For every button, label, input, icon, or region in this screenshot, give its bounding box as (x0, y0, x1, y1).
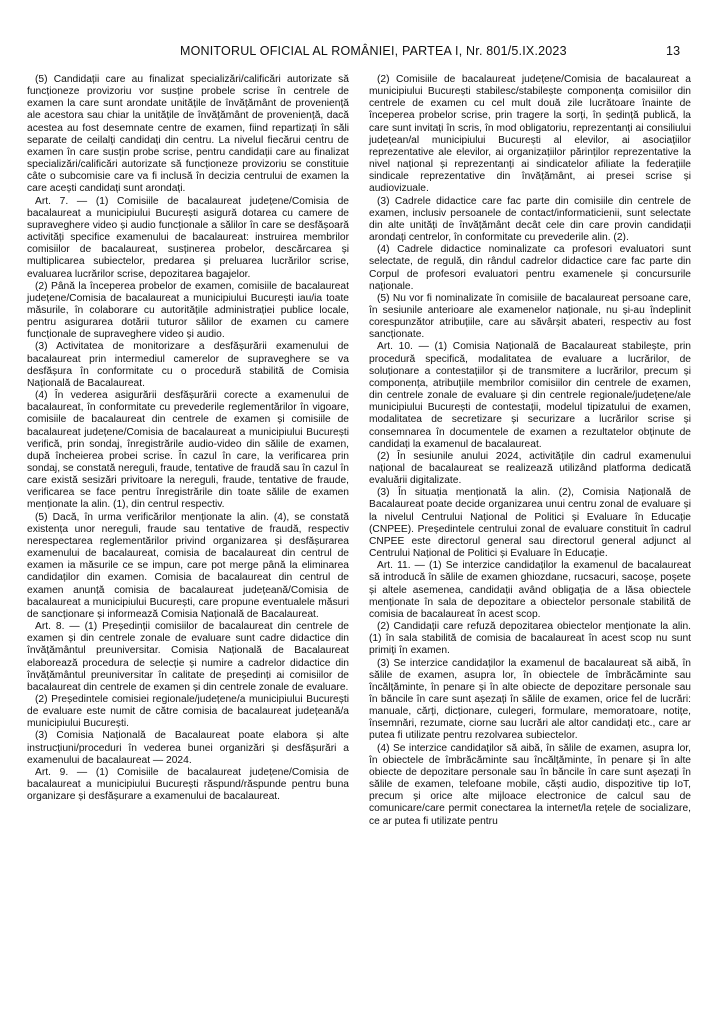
publication-title: MONITORUL OFICIAL AL ROMÂNIEI, PARTEA I, Nr. 801/5.IX.2023 (180, 44, 567, 58)
paragraph: (5) Candidații care au finalizat specializări/calificări autorizate să funcționeze provizoriu vor susține probele scrise în centrele de examen la care sunt arondate unitățile de învățământ de proveniență ale acestora sau chiar la unitățile de învățământ de proveniență, dacă acestea au fost desemnate centre de examen, fiind repartizați în săli separate de ceilalți candidați din centru. La nivelul fiecărui centru de examen în care susțin probe scrise, pentru candidații care au finalizat specializări/calificări autorizate să funcționeze provizoriu se constituie câte o subcomisie care va fi inclusă în decizia centrului de examen la care acești candidați sunt arondați. (27, 74, 349, 195)
paragraph: (5) Nu vor fi nominalizate în comisiile de bacalaureat persoane care, în sesiunile anterioare ale examenelor naționale, nu și-au îndeplinit corespunzător atribuțiile, care au săvârșit abateri, respectiv au fost sancționate. (369, 292, 691, 341)
paragraph: (2) Candidații care refuză depozitarea obiectelor menționate la alin. (1) în sala stabilită de comisia de bacalaureat în acest scop nu sunt primiți în examen. (369, 621, 691, 657)
paragraph: (4) Cadrele didactice nominalizate ca profesori evaluatori sunt selectate, de regulă, din rândul cadrelor didactice care fac parte din Corpul de profesori evaluatori pentru examenele și concursurile naționale. (369, 244, 691, 292)
paragraph: Art. 7. — (1) Comisiile de bacalaureat județene/Comisia de bacalaureat a municipiului București asigură dotarea cu camere de supraveghere video și audio funcționale a sălilor în care se desfășoară activități specifice examenului de bacalaureat: instruirea membrilor comisiilor de bacalaureat, susținerea probelor, descărcarea și multiplicarea subiectelor, predarea și preluarea lucrărilor scrise, evaluarea lucrărilor scrise, depozitarea bagajelor. (27, 195, 349, 280)
paragraph: (3) Comisia Națională de Bacalaureat poate elabora și alte instrucțiuni/proceduri în vederea bunei organizări și desfășurări a examenului de bacalaureat — 2024. (27, 730, 349, 766)
paragraph: Art. 9. — (1) Comisiile de bacalaureat județene/Comisia de bacalaureat a municipiului București răspund/răspunde pentru buna organizare și desfășurare a examenului de bacalaureat. (27, 766, 349, 803)
right-column (369, 74, 691, 828)
paragraph: (3) Activitatea de monitorizare a desfășurării examenului de bacalaureat prin intermediul camerelor de supraveghere se va desfășura în conformitate cu o procedură stabilită de Comisia Națională de Bacalaureat. (27, 341, 349, 389)
page-number: 13 (666, 44, 681, 58)
left-column (27, 74, 349, 803)
paragraph: (4) În vederea asigurării desfășurării corecte a examenului de bacalaureat, în conformitate cu prevederile reglementărilor în vigoare, comisiile de bacalaureat din centrele de examen și comisiile de bacalaureat județene/Comisia de bacalaureat a municipiului București verifică, prin sondaj, înregistrările audio-video din sălile de examen, după încheierea probei scrise. În cazul în care, la verificarea prin sondaj, se constată nereguli, fraude, tentative de fraudă sau în cazul în care există sesizări privitoare la nereguli, fraude, tentative de fraude, verificarea se face pentru înregistrările din toate sălile de examen menționate la alin. (1), din centrul respectiv. (27, 390, 349, 511)
paragraph: (2) Comisiile de bacalaureat județene/Comisia de bacalaureat a municipiului București stabilesc/stabilește componența comisiilor din centrele de examen cu cel mult două zile lucrătoare înainte de începerea probelor scrise, prin tragere la sorți, în ședință publică, la care sunt invitați în scris, în mod obligatoriu, reprezentanți ai consiliului județean/al municipiului București al elevilor, ai asociațiilor reprezentative ale elevilor, ai organizațiilor părinților reprezentative la nivel național și reprezentanți ai sindicatelor afiliate la federațiile sindicale reprezentative din învățământ, ai presei scrise și audiovizuale. (369, 74, 691, 195)
paragraph: Art. 10. — (1) Comisia Națională de Bacalaureat stabilește, prin procedură specifică, modalitatea de evaluare a lucrărilor, de soluționare a contestațiilor și de transmitere a lucrărilor, precum și componența, atribuțiile membrilor comisiilor din centrele de examen, din centrele zonale de evaluare și din centrele regionale/județene/ale municipiului București de contestații, modelul tipizatului de examen, modalitatea de secretizare și securizare a lucrărilor scrise și consemnarea în documentele de examen a rezultatelor obținute de candidați la examenul de bacalaureat. (369, 341, 691, 450)
paragraph: Art. 8. — (1) Președinții comisiilor de bacalaureat din centrele de examen și din centrele zonale de evaluare sunt cadre didactice din învățământul preuniversitar. Comisia Națională de Bacalaureat elaborează procedura de selecție și numire a cadrelor didactice din învățământul preuniversitar în calitate de președinți ai comisiilor de bacalaureat din centrele de examen și din centrele zonale de evaluare. (27, 621, 349, 693)
paragraph: (2) Până la începerea probelor de examen, comisiile de bacalaureat județene/Comisia de bacalaureat a municipiului București iau/ia toate măsurile, în colaborare cu autoritățile administrației publice locale, pentru asigurarea dotării tuturor sălilor de examen cu camere funcționale de supraveghere video și audio. (27, 280, 349, 341)
paragraph: (3) Cadrele didactice care fac parte din comisiile din centrele de examen, inclusiv persoanele de contact/informaticienii, sunt selectate din alte unități de învățământ decât cele din care provin candidații arondați centrelor, în conformitate cu prevederile alin. (2). (369, 195, 691, 244)
paragraph: (2) În sesiunile anului 2024, activitățile din cadrul examenului național de bacalaureat se realizează utilizând platforma dedicată evaluării digitalizate. (369, 450, 691, 487)
paragraph: (4) Se interzice candidaților să aibă, în sălile de examen, asupra lor, în obiectele de îmbrăcăminte sau încălțăminte, în penare și în alte obiecte de depozitare personale sau în băncile în care sunt așezați în sălile de examen, telefoane mobile, căști audio, dispozitive tip IoT, precum și orice alte mijloace electronice de calcul sau de comunicare/care permit conectarea la internet/la rețele de socializare, ce ar putea fi utilizate pentru (369, 742, 691, 827)
page-header (180, 44, 681, 58)
paragraph: Art. 11. — (1) Se interzice candidaților la examenul de bacalaureat să introducă în sălile de examen ghiozdane, rucsacuri, sacoșe, poșete și altele asemenea, candidații având obligația de a lăsa obiectele menționate în sala de depozitare a obiectelor personale stabilită de comisia de bacalaureat în acest scop. (369, 560, 691, 620)
paragraph: (3) Se interzice candidaților la examenul de bacalaureat să aibă, în sălile de examen, asupra lor, în obiectele de îmbrăcăminte sau încălțăminte, în penare și în alte obiecte de depozitare personale sau în băncile în care sunt așezați în sălile de examen, orice fel de lucrări: manuale, cărți, dicționare, culegeri, formulare, memoratoare, notițe, însemnări, rezumate, ciorne sau lucrări ale altor candidați etc., care ar putea fi utilizate pentru rezolvarea subiectelor. (369, 657, 691, 742)
paragraph: (3) În situația menționată la alin. (2), Comisia Națională de Bacalaureat poate decide organizarea unui centru zonal de evaluare și la nivelul Centrului Național de Politici și Evaluare în Educație (CNPEE). Președintele centrului zonal de evaluare constituit în cadrul CNPEE este directorul general sau directorul general adjunct al Centrului Național de Politici și Evaluare în Educație. (369, 487, 691, 560)
paragraph: (2) Președintele comisiei regionale/județene/a municipiului București de evaluare este numit de către comisia de bacalaureat județeană/a municipiului București. (27, 693, 349, 730)
paragraph: (5) Dacă, în urma verificărilor menționate la alin. (4), se constată existența unor nereguli, fraude sau tentative de fraudă, respectiv nerespectarea reglementărilor privind organizarea și desfășurarea examenului de bacalaureat, comisia de bacalaureat din centrul de examen ia măsurile ce se impun, care pot merge până la eliminarea candidaților din examen. Comisia de bacalaureat din centrul de examen anunță comisia de bacalaureat județeană/Comisia de bacalaureat a municipiului București, care propune eventualele măsuri de sancționare și informează Comisia Națională de Bacalaureat. (27, 511, 349, 620)
